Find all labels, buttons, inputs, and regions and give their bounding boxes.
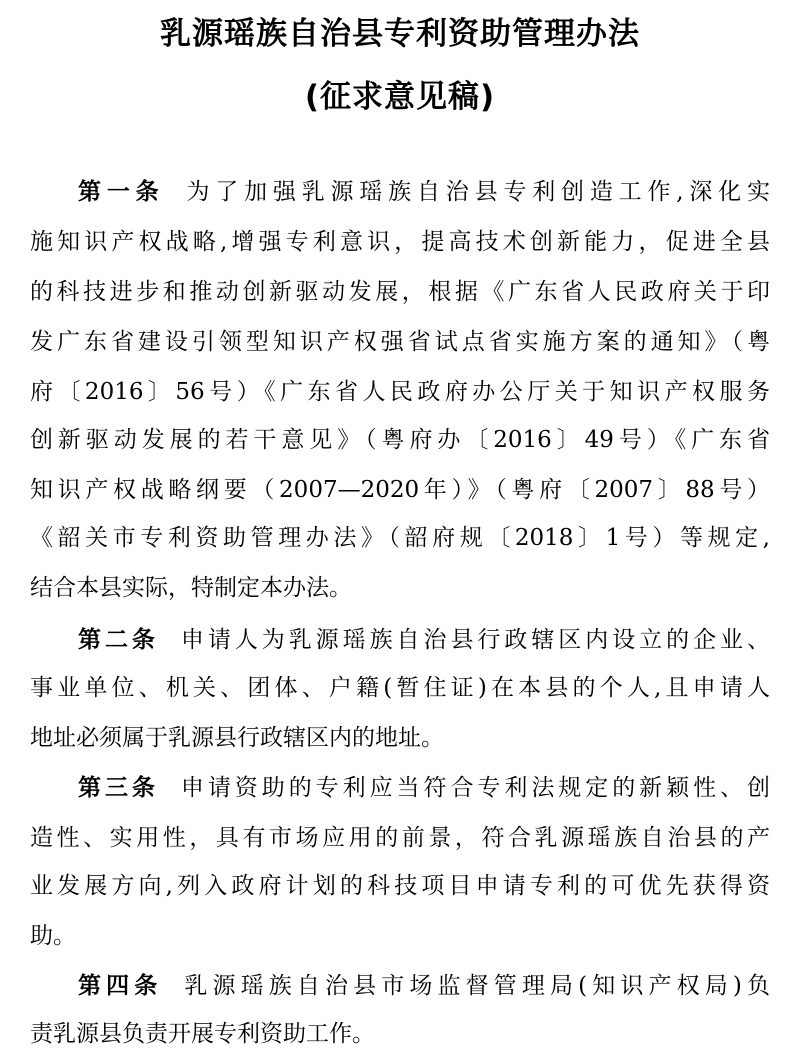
article-1-line-6: 创新驱动发展的若干意见》（粤府办〔2016〕49号）《广东省 bbox=[30, 427, 770, 453]
article-4-label: 第四条 bbox=[78, 973, 163, 999]
document-subtitle: (征求意见稿) bbox=[304, 79, 496, 115]
article-3-line-4: 助。 bbox=[30, 923, 76, 949]
article-2-label: 第二条 bbox=[78, 627, 159, 653]
article-1-line-9: 结合本县实际，特制定本办法。 bbox=[30, 575, 352, 601]
article-1-line-3: 的科技进步和推动创新驱动发展，根据《广东省人民政府关于印 bbox=[30, 279, 770, 305]
article-3-line-1 bbox=[78, 768, 770, 808]
article-3-text-1: 申请资助的专利应当符合专利法规定的新颖性、创 bbox=[180, 775, 770, 801]
article-1-line-2: 施知识产权战略,增强专利意识，提高技术创新能力，促进全县 bbox=[30, 229, 770, 255]
article-2-line-2: 事业单位、机关、团体、户籍(暂住证)在本县的个人,且申请人 bbox=[30, 675, 770, 701]
article-3-label: 第三条 bbox=[78, 775, 159, 801]
article-1-line-7: 知识产权战略纲要（2007—2020年）》（粤府〔2007〕88号） bbox=[30, 477, 770, 503]
article-1-text-1: 为了加强乳源瑶族自治县专利创造工作,深化实 bbox=[186, 179, 770, 205]
article-2-text-1: 申请人为乳源瑶族自治县行政辖区内设立的企业、 bbox=[180, 627, 770, 653]
article-1-label: 第一条 bbox=[78, 179, 165, 205]
document-title: 乳源瑶族自治县专利资助管理办法 bbox=[160, 16, 640, 52]
article-1-line-5: 府〔2016〕56号）《广东省人民政府办公厅关于知识产权服务 bbox=[30, 379, 770, 405]
article-2-line-1 bbox=[78, 620, 770, 660]
article-1-line-1 bbox=[78, 172, 770, 212]
article-4-text-1: 乳源瑶族自治县市场监督管理局(知识产权局)负 bbox=[184, 973, 770, 999]
article-1-line-8: 《韶关市专利资助管理办法》（韶府规〔2018〕1号）等规定, bbox=[30, 525, 770, 551]
article-4-line-1 bbox=[78, 966, 770, 1006]
article-1-line-4: 发广东省建设引领型知识产权强省试点省实施方案的通知》（粤 bbox=[30, 329, 770, 355]
article-2-line-3: 地址必须属于乳源县行政辖区内的地址。 bbox=[30, 725, 444, 751]
article-3-line-2: 造性、实用性，具有市场应用的前景，符合乳源瑶族自治县的产 bbox=[30, 825, 770, 851]
article-3-line-3: 业发展方向,列入政府计划的科技项目申请专利的可优先获得资 bbox=[30, 873, 770, 899]
article-4-line-2: 责乳源县负责开展专利资助工作。 bbox=[30, 1021, 375, 1047]
